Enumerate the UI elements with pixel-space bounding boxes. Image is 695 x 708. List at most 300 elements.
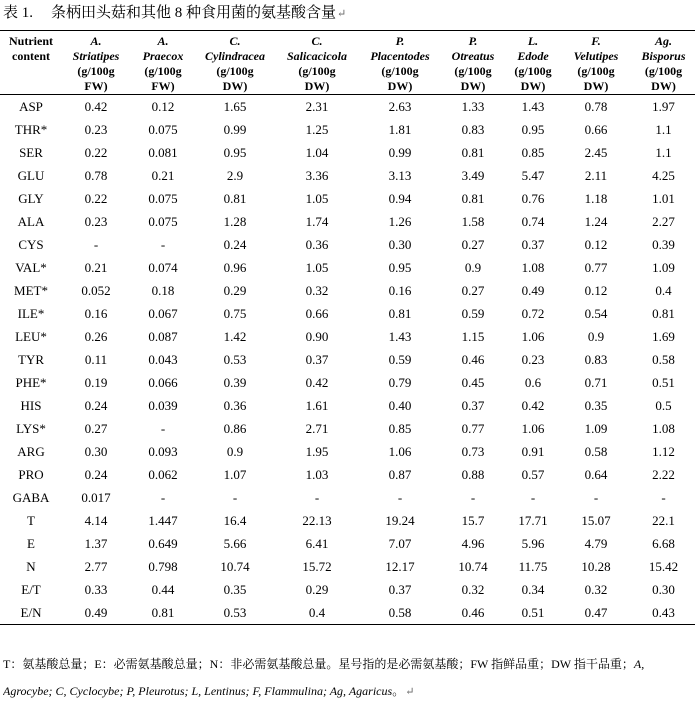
table-row-asp [0,95,695,119]
value-cell: 2.27 [652,214,675,229]
value-cell: 1.97 [652,99,675,114]
value-cell: 0.039 [148,398,178,413]
footnote-end: 。 [392,684,405,698]
value-cell: - [232,490,238,505]
value-cell: 0.24 [223,237,247,252]
value-cell: 0.074 [148,260,178,275]
value-cell: 0.37 [461,398,485,413]
value-cell: 0.95 [521,122,545,137]
value-cell: 16.4 [223,513,247,528]
value-cell: 0.36 [305,237,329,252]
value-cell: 1.01 [652,191,675,206]
value-cell: 0.85 [521,145,545,160]
footnote-line-2 [3,678,693,706]
value-cell: 0.66 [584,122,608,137]
value-cell: 0.66 [305,306,329,321]
value-cell: 0.44 [151,582,175,597]
value-cell: 1.25 [305,122,329,137]
species-label: Placentodes [370,49,430,63]
value-cell: 0.54 [584,306,608,321]
value-cell: 0.96 [223,260,247,275]
table-row-t [0,509,695,532]
table-row-lys [0,417,695,440]
basis-label: FW) [84,79,108,93]
value-cell: 0.43 [632,601,695,625]
value-cell: 0.19 [84,375,108,390]
value-cell: 0.32 [584,582,608,597]
unit-label: (g/100g [644,64,683,78]
column-header-a-praecox [130,31,196,95]
table-body [0,95,695,625]
value-cell: 0.37 [388,582,412,597]
value-cell: 0.21 [84,260,108,275]
value-cell: 1.06 [521,421,545,436]
value-cell: 0.34 [521,582,545,597]
value-cell: 0.99 [223,122,247,137]
table-footnote [3,651,693,706]
row-label: PRO [18,467,44,482]
value-cell: 1.37 [84,536,108,551]
value-cell: 0.32 [461,582,485,597]
value-cell: - [160,421,166,436]
value-cell: 1.15 [461,329,485,344]
value-cell: 5.66 [223,536,247,551]
unit-label: (g/100g [514,64,552,78]
value-cell: 0.49 [521,283,545,298]
genus-label: A. [157,34,169,48]
value-cell: 0.35 [584,398,608,413]
table-row-tyr [0,348,695,371]
column-header-c-cylindracea [196,31,274,95]
value-cell: 0.093 [148,444,178,459]
value-cell: 1.28 [223,214,247,229]
value-cell: 0.4 [655,283,672,298]
value-cell: 0.51 [506,601,560,625]
value-cell: 0.81 [652,306,675,321]
value-cell: 0.18 [151,283,175,298]
value-cell: 0.40 [388,398,412,413]
value-cell: 0.6 [524,375,542,390]
value-cell: 0.075 [148,122,178,137]
paragraph-mark-icon: ↵ [405,686,415,698]
value-cell: 0.066 [148,375,178,390]
row-label: LEU* [15,329,47,344]
value-cell: 0.45 [461,375,485,390]
value-cell: 0.30 [84,444,108,459]
value-cell: 4.25 [652,168,675,183]
table-row-gaba [0,486,695,509]
genus-label: P. [395,34,405,48]
table-row-arg [0,440,695,463]
unit-label: (g/100g [144,64,182,78]
table-header-row [0,31,695,95]
basis-label: DW) [222,79,248,93]
table-caption [3,4,346,23]
value-cell: - [93,237,99,252]
value-cell: 15.7 [461,513,485,528]
value-cell: 0.53 [223,352,247,367]
basis-label: DW) [520,79,546,93]
species-label: Striatipes [72,49,120,63]
row-label: ILE* [17,306,45,321]
value-cell: 0.29 [305,582,329,597]
value-cell: 0.12 [151,99,175,114]
value-cell: 0.72 [521,306,545,321]
footnote-genera-rest: Agrocybe; C, Cyclocybe; P, Pleurotus; L, Lentinus; F, Flammulina; Ag, Agaricus [3,684,393,698]
value-cell: 0.16 [84,306,108,321]
value-cell: 0.27 [461,237,485,252]
value-cell: 6.41 [305,536,329,551]
genus-label: A. [90,34,102,48]
table-row-ser [0,141,695,164]
value-cell: 0.36 [223,398,247,413]
genus-label: F. [591,34,601,48]
value-cell: 0.24 [84,467,108,482]
value-cell: 4.96 [461,536,485,551]
value-cell: 0.649 [148,536,178,551]
value-cell: 15.72 [302,559,332,574]
value-cell: 0.83 [584,352,608,367]
footnote-genera-start: A, [633,657,645,671]
value-cell: 0.23 [521,352,545,367]
genus-label: Ag. [654,34,672,48]
value-cell: 0.81 [223,191,247,206]
value-cell: 0.88 [461,467,485,482]
row-label: GLY [18,191,44,206]
value-cell: 0.59 [461,306,485,321]
value-cell: 0.067 [148,306,178,321]
value-cell: 0.27 [461,283,485,298]
row-label: SER [19,145,43,160]
value-cell: 4.79 [584,536,608,551]
value-cell: 0.37 [521,237,545,252]
row-label: ASP [19,99,43,114]
value-cell: 0.53 [196,601,274,625]
row-label: HIS [20,398,42,413]
value-cell: 0.35 [223,582,247,597]
value-cell: 0.23 [84,214,108,229]
value-cell: - [661,490,666,505]
basis-label: DW) [651,79,676,93]
value-cell: 2.77 [84,559,108,574]
table-row-pro [0,463,695,486]
species-label: Velutipes [573,49,619,63]
species-label: Otreatus [451,49,495,63]
value-cell: 0.21 [151,168,175,183]
value-cell: 10.28 [581,559,611,574]
basis-label: DW) [460,79,486,93]
value-cell: 0.75 [223,306,247,321]
row-label: GLU [17,168,45,183]
table-title: 条柄田头菇和其他 8 种食用菌的氨基酸含量 [51,5,337,21]
table-row-ala [0,210,695,233]
value-cell: 0.71 [584,375,608,390]
value-cell: - [530,490,536,505]
value-cell: 1.81 [388,122,412,137]
value-cell: 0.42 [84,99,108,114]
value-cell: 1.24 [584,214,608,229]
value-cell: 0.26 [84,329,108,344]
value-cell: 1.447 [148,513,178,528]
value-cell: 0.94 [388,191,412,206]
value-cell: 0.57 [521,467,545,482]
value-cell: 0.30 [388,237,412,252]
value-cell: 2.9 [226,168,244,183]
value-cell: - [470,490,476,505]
value-cell: 1.69 [652,329,675,344]
value-cell: 0.79 [388,375,412,390]
value-cell: 0.9 [464,260,482,275]
value-cell: 22.13 [302,513,332,528]
basis-label: FW) [151,79,175,93]
value-cell: 0.052 [81,283,111,298]
row-label: PHE* [15,375,47,390]
value-cell: 5.96 [521,536,545,551]
value-cell: 1.12 [652,444,675,459]
value-cell: 1.95 [305,444,329,459]
species-label: Praecox [142,49,184,63]
value-cell: 0.58 [584,444,608,459]
value-cell: 0.46 [440,601,506,625]
value-cell: 0.81 [388,306,412,321]
basis-label: DW) [387,79,413,93]
value-cell: 1.06 [388,444,412,459]
footnote-line-1 [3,651,693,678]
value-cell: 0.58 [360,601,440,625]
value-cell: 0.64 [584,467,608,482]
value-cell: 0.49 [62,601,130,625]
table-row-n [0,555,695,578]
value-cell: - [314,490,320,505]
value-cell: 1.42 [223,329,247,344]
value-cell: 22.1 [652,513,675,528]
value-cell: 0.83 [461,122,485,137]
value-cell: 1.1 [655,145,672,160]
row-label: THR* [14,122,48,137]
unit-label: (g/100g [381,64,419,78]
value-cell: - [397,490,403,505]
column-header-nutrient-content: Nutrient content [0,31,62,95]
value-cell: 0.77 [461,421,485,436]
value-cell: 0.81 [461,145,485,160]
column-header-p-placentodes [360,31,440,95]
table-row-ile [0,302,695,325]
value-cell: 0.77 [584,260,608,275]
value-cell: 10.74 [458,559,488,574]
value-cell: 0.91 [521,444,545,459]
row-label: E [27,536,35,551]
genus-label: C. [311,34,323,48]
table-row-thr [0,118,695,141]
value-cell: 1.05 [305,191,329,206]
column-header-a-striatipes [62,31,130,95]
value-cell: 1.65 [223,99,247,114]
value-cell: 1.43 [521,99,545,114]
value-cell: 15.42 [648,559,679,574]
value-cell: 0.74 [521,214,545,229]
genus-label: C. [229,34,241,48]
row-label: T [27,513,35,528]
row-label: TYR [18,352,44,367]
value-cell: 0.075 [148,214,178,229]
row-label: N [26,559,36,574]
value-cell: 0.78 [84,168,108,183]
column-header-f-velutipes [560,31,632,95]
value-cell: 0.86 [223,421,247,436]
value-cell: 1.74 [305,214,329,229]
value-cell: 0.16 [388,283,412,298]
table-row-glu [0,164,695,187]
table-row-leu [0,325,695,348]
value-cell: 0.81 [130,601,196,625]
value-cell: 0.32 [305,283,329,298]
value-cell: 0.95 [223,145,247,160]
value-cell: 15.07 [581,513,611,528]
value-cell: 0.87 [388,467,412,482]
species-label: Salicacicola [287,49,347,63]
table-row-e-n [0,601,695,625]
value-cell: 11.75 [518,559,548,574]
value-cell: 0.27 [84,421,108,436]
species-label: Cylindracea [205,49,265,63]
value-cell: 5.47 [521,168,545,183]
value-cell: 0.81 [461,191,485,206]
unit-label: (g/100g [77,64,115,78]
value-cell: 0.30 [652,582,675,597]
value-cell: 0.73 [461,444,485,459]
table-row-phe [0,371,695,394]
unit-label: (g/100g [454,64,492,78]
value-cell: 0.46 [461,352,485,367]
species-label: Bisporus [641,49,686,63]
value-cell: 0.59 [388,352,412,367]
value-cell: 19.24 [385,513,415,528]
table-row-met [0,279,695,302]
value-cell: 0.99 [388,145,412,160]
column-header-ag-bisporus [632,31,695,95]
value-cell: 0.23 [84,122,108,137]
row-label: GABA [12,490,50,505]
value-cell: 0.12 [584,283,608,298]
row-label: ARG [17,444,45,459]
value-cell: 0.4 [274,601,360,625]
value-cell: 0.087 [148,329,178,344]
row-label: LYS* [16,421,46,436]
value-cell: 0.798 [148,559,178,574]
table-row-gly [0,187,695,210]
value-cell: 0.76 [521,191,545,206]
value-cell: 2.22 [652,467,675,482]
value-cell: 0.85 [388,421,412,436]
value-cell: 0.9 [226,444,244,459]
amino-acid-table [0,30,695,625]
value-cell: 10.74 [220,559,250,574]
table-row-e-t [0,578,695,601]
value-cell: 1.1 [655,122,672,137]
column-header-l-edode [506,31,560,95]
value-cell: 17.71 [518,513,548,528]
value-cell: 0.081 [148,145,178,160]
value-cell: 0.90 [305,329,329,344]
value-cell: 2.71 [305,421,329,436]
value-cell: 0.58 [652,352,675,367]
basis-label: DW) [583,79,609,93]
row-label: VAL* [15,260,47,275]
genus-label: L. [527,34,539,48]
value-cell: 3.36 [305,168,329,183]
value-cell: 1.04 [305,145,329,160]
value-cell: 0.11 [84,352,108,367]
value-cell: 0.22 [84,145,108,160]
value-cell: 0.017 [81,490,111,505]
value-cell: 1.03 [305,467,329,482]
value-cell: 0.42 [305,375,329,390]
row-label: CYS [18,237,44,252]
basis-label: DW) [304,79,330,93]
value-cell: 0.78 [584,99,608,114]
footnote-definitions: T：氨基酸总量；E：必需氨基酸总量；N：非必需氨基酸总量。星号指的是必需氨基酸；FW 指鲜品重；DW 指干品重； [3,657,634,671]
value-cell: 0.24 [84,398,108,413]
paragraph-mark-icon: ↵ [337,8,347,20]
row-label: E/N [0,601,62,625]
value-cell: 0.062 [148,467,178,482]
value-cell: 1.08 [652,421,675,436]
value-cell: 0.22 [84,191,108,206]
value-cell: 4.14 [84,513,108,528]
row-label: MET* [14,283,48,298]
value-cell: 2.45 [584,145,608,160]
value-cell: 1.33 [461,99,485,114]
value-cell: 0.39 [652,237,675,252]
value-cell: 1.09 [652,260,675,275]
genus-label: P. [468,34,478,48]
value-cell: 6.68 [652,536,675,551]
species-label: Edode [517,49,549,63]
table-number: 表 1. [3,5,34,21]
value-cell: 0.9 [587,329,605,344]
value-cell: 1.05 [305,260,329,275]
value-cell: 7.07 [388,536,412,551]
value-cell: 12.17 [385,559,415,574]
value-cell: 1.09 [584,421,608,436]
value-cell: 0.42 [521,398,545,413]
unit-label: (g/100g [216,64,254,78]
row-label: E/T [21,582,41,597]
value-cell: 1.06 [521,329,545,344]
value-cell: 1.08 [521,260,545,275]
column-header-p-otreatus [440,31,506,95]
value-cell: 0.5 [655,398,672,413]
value-cell: - [160,237,166,252]
value-cell: 2.31 [305,99,329,114]
value-cell: - [160,490,166,505]
value-cell: 1.07 [223,467,247,482]
value-cell: 0.075 [148,191,178,206]
value-cell: 1.26 [388,214,412,229]
value-cell: 0.33 [84,582,108,597]
value-cell: 1.58 [461,214,485,229]
value-cell: 0.39 [223,375,247,390]
column-header-c-salicacicola [274,31,360,95]
row-label: ALA [17,214,45,229]
table-row-his [0,394,695,417]
value-cell: 1.18 [584,191,608,206]
table-row-e [0,532,695,555]
value-cell: 1.43 [388,329,412,344]
unit-label: (g/100g [577,64,615,78]
value-cell: 0.37 [305,352,329,367]
value-cell: 0.043 [148,352,178,367]
